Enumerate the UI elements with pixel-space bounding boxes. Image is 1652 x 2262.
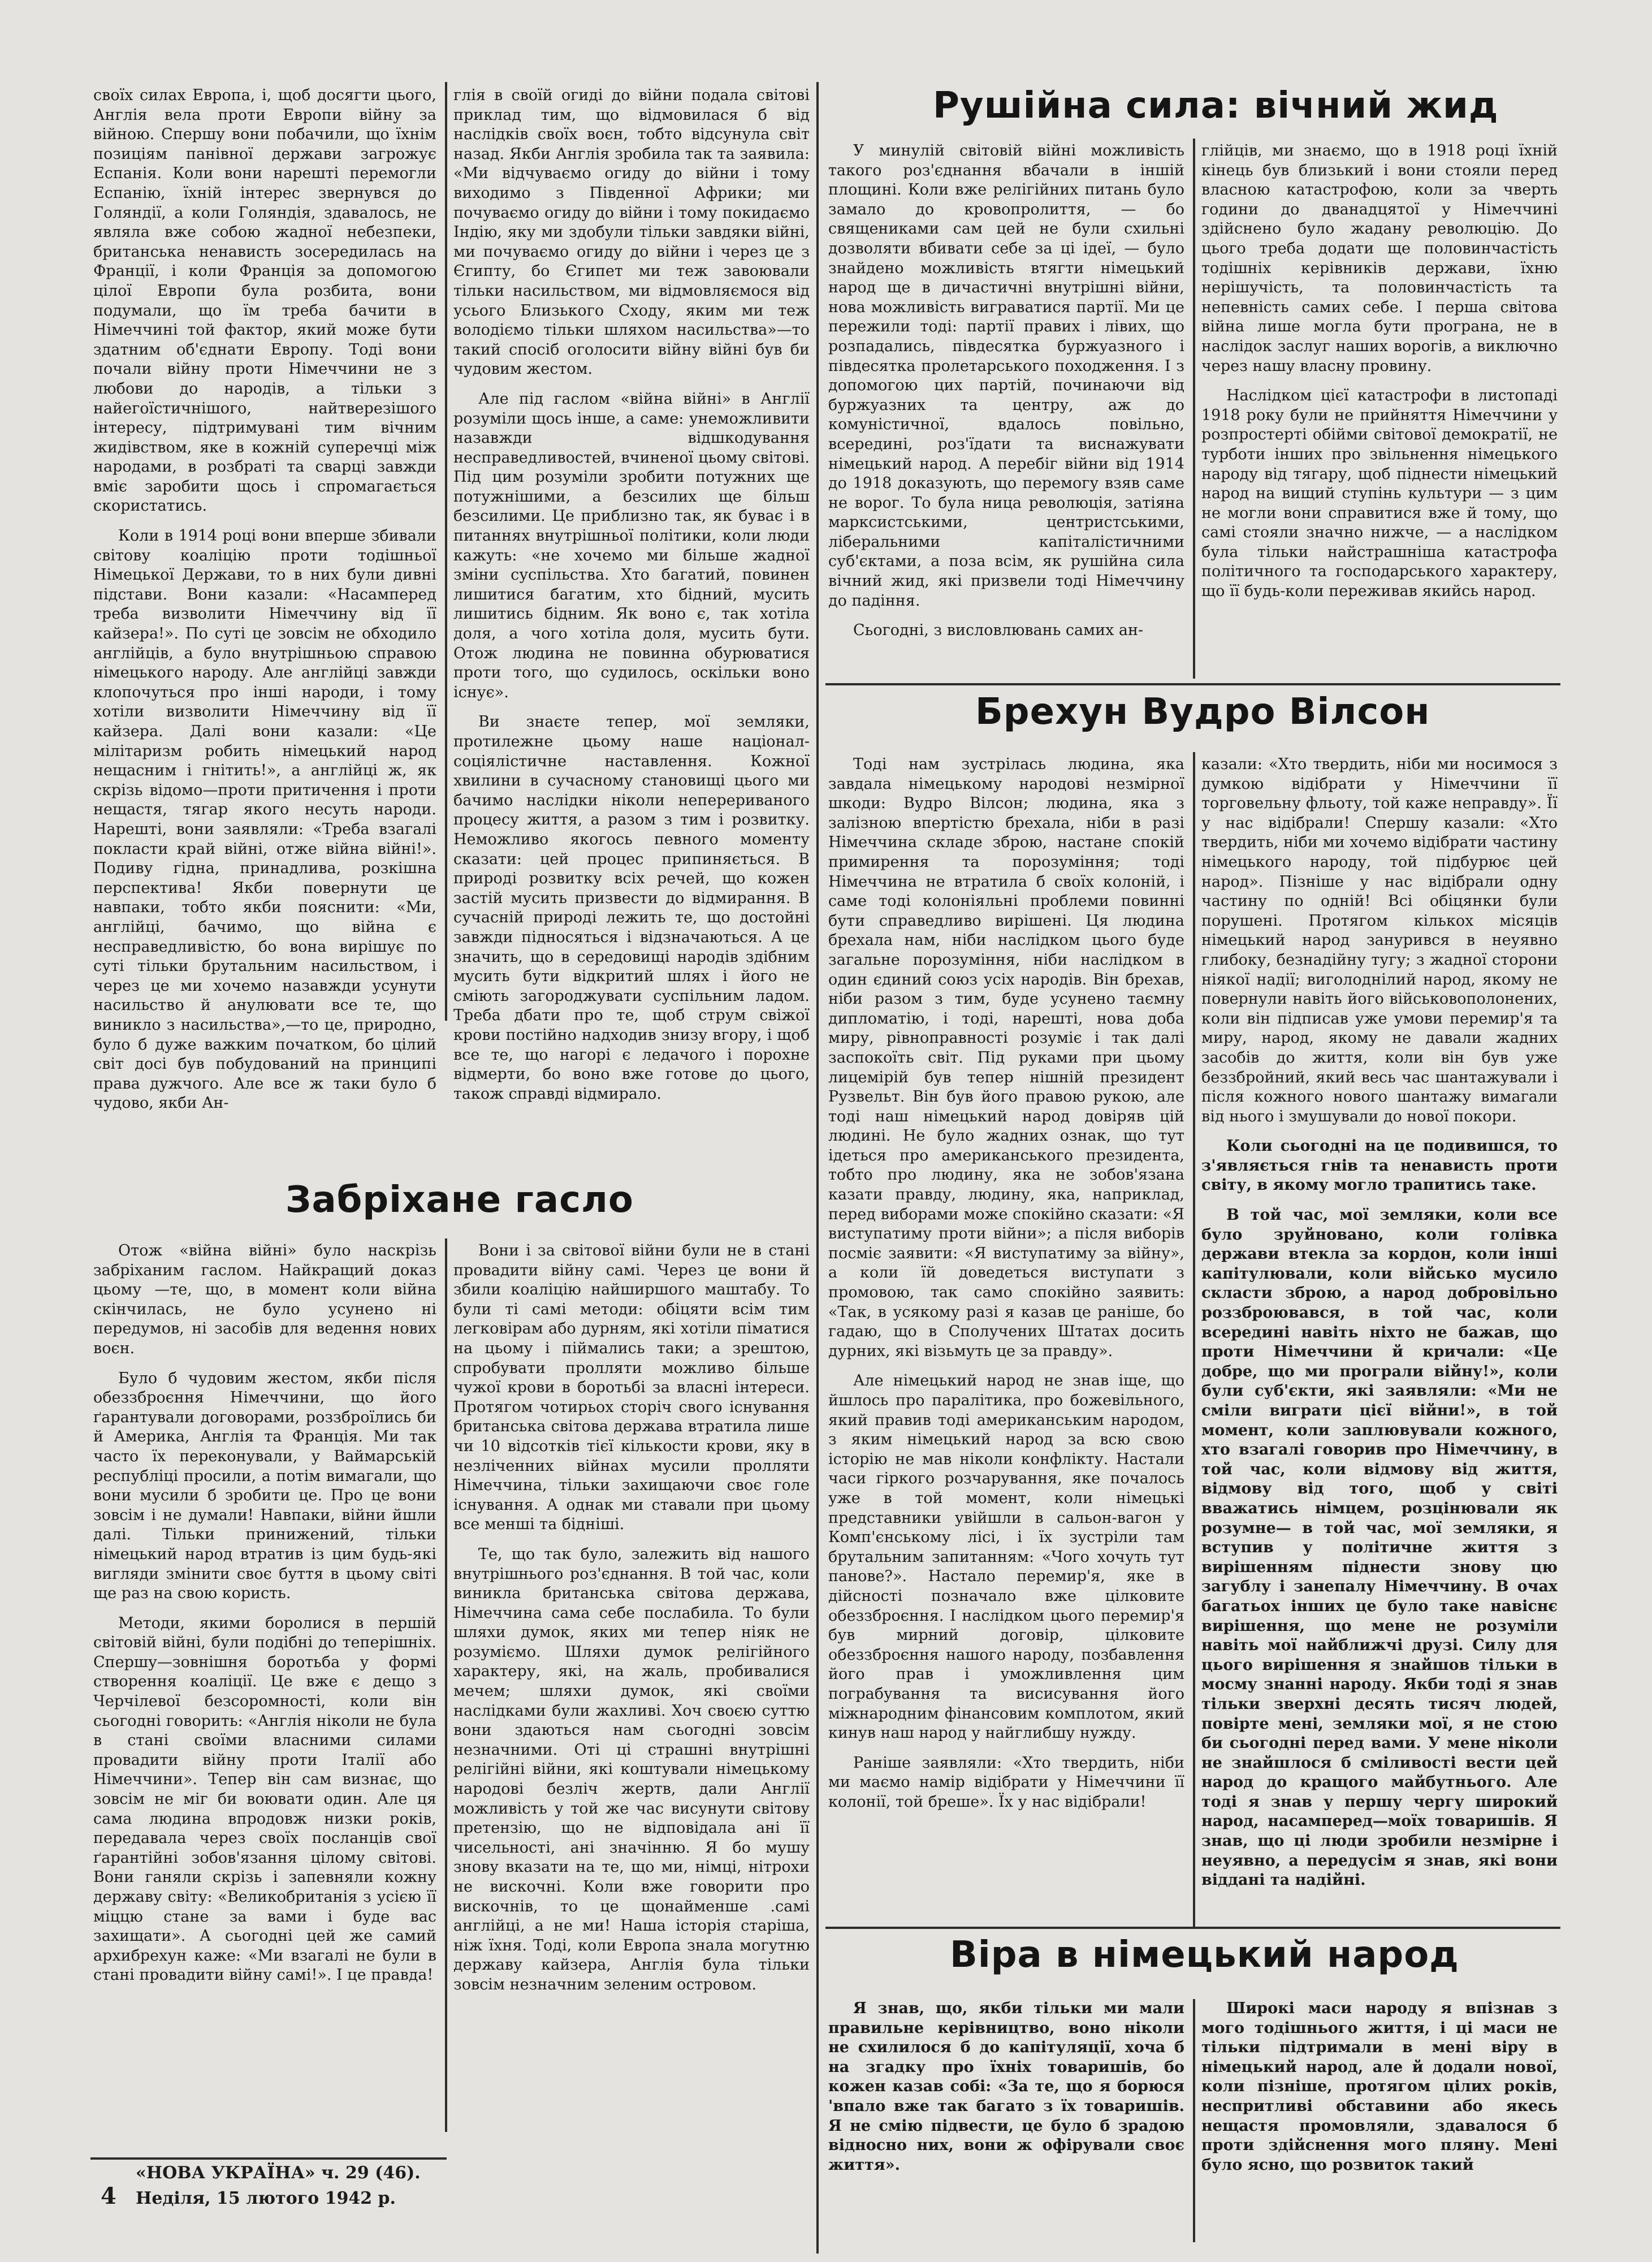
headline-brekhun-vudro-vilson: Брехун Вудро Вілсон: [975, 691, 1430, 733]
article-paragraph: Коли сьогодні на це подивишся, то з'являється гнів та ненависть проти світу, в якому могло трапитись таке.: [1201, 1137, 1558, 1194]
page-number: 4: [101, 2183, 116, 2209]
headline-zabrikhane-gaslo: Забріхане гасло: [286, 1179, 634, 1221]
article-paragraph: Ви знаєте тепер, мої земляки, протилежне цьому наше націонал-соціялістичне наставлення. Кожної хвилини в сучасному становищі цього ми бачимо наслідки ніколи неперериваного процесу життя, а разом з тим і розвитку. Неможливо якогось певного моменту сказати: цей процес припиняється. В природі розвитку всіх речей, що кожен застій мусить призвести до відмирання. В сучасній природі лежить те, що достойні завжди підносяться і відзначаються. А це значить, що в середовищі народів здібним мусить бути відкритий шлях і його не сміють загороджувати суспільним ладом. Треба дбати про те, щоб струм свіжої крови постійно надходив знизу вгору, і щоб все те, що нагорі є ледачого і порохне відмерти, бо воно вже готове до цього, також справді відмирало.: [453, 713, 810, 1103]
section-divider-vertical: [816, 82, 819, 2254]
vira-column-2: [1201, 1999, 1558, 2254]
article-paragraph: Отож «війна війні» було наскрізь забріханим гаслом. Найкращий доказ цьому —те, що, в момент коли війна скінчилась, не було усунено ні передумов, ні засобів для ведення нових воєн.: [93, 1242, 436, 1357]
article-paragraph: Методи, якими боролися в першій світовій війні, були подібні до теперішніх. Спершу—зовнішня боротьба у формі створення коаліції. Це вже є дещо з Черчілевої безсоромності, коли він сьогодні говорить: «Англія ніколи не була в стані своїми власними силами провадити війну проти Італії або Німеччини». Тепер він сам визнає, що зовсім не міг би воювати один. Але ця сама людина впродовж низки років, передавала через своїх посланців свої ґарантійні зобов'язання цілому світові. Вони ганяли скрізь і запевняли кожну державу світу: «Великобританія з усією її міццю стане за вами і буде вас захищати». А сьогодні цей же самий архибрехун каже: «Ми взагалі не були в стані провадити війну самі!». І це правда!: [93, 1614, 436, 1984]
article-paragraph: Раніше заявляли: «Хто твердить, ніби ми маємо намір відібрати у Німеччини її колонії, той бреше». Їх у нас відібрали!: [828, 1754, 1184, 1811]
section-divider: [825, 683, 1560, 685]
article-paragraph: Коли в 1914 році вони вперше збивали світову коаліцію проти тодішньої Німецької Держави, то в них були дивні підстави. Вони казали: «Насамперед треба визволити Німеччину від її кайзера!». По суті це зовсім не обходило англійців, а було внутрішньою справою німецького народу. Але англійці завжди клопочуться про інші народи, і тому хотіли визволити Німеччину від її кайзера. Далі вони казали: «Це мілітаризм робить німецький народ нещасним і гнітить!», а англійці ж, як скрізь відомо—проти притичення і проти нещастя, тягар якого несуть народи. Нарешті, вони заявляли: «Треба взагалі покласти край війні, отже війна війні!». Подиву гідна, принадлива, розкішна перспектива! Якби повернути це навпаки, тобто якби пояснити: «Ми, англійці, бачимо, що війна є несправедливістю, бо вона вирішує по суті тільки брутальним насильством, і через це ми хочемо назавжди усунути насильство й анулювати все те, що виникло з насильства»,—то це, природно, було б дуже важким початком, бо цілий світ досі був побудований на принципі права дужчого. Але все ж таки було б чудово, якби Ан-: [93, 527, 436, 1112]
article-paragraph: Вони і за світової війни були не в стані провадити війну самі. Через це вони й збили коаліцію найширшого маштабу. То були ті самі методи: обіцяти всім тим легковірам або дурням, які хотіли піматися на цьому і піймались таки; а зрештою, спробувати пролляти можливо більше чужої крови в боротьбі за власні інтереси. Протягом чотирьох сторіч свого існування британська світова держава втратила лише чи 10 відсотків тієї кількости крови, яку в незліченних війнах мусили пролляти Німеччина, тільки захищаючи своє голе існування. А однак ми ставали при цьому все менші та бідніші.: [453, 1242, 810, 1534]
zabrikhane-column-2: [453, 1241, 810, 2231]
vilson-column-1: [828, 755, 1184, 1951]
column-rule: [445, 1238, 447, 2132]
rushiyna-column-1: [828, 141, 1184, 684]
headline-rushiyna-syla: Рушійна сила: вічний жид: [933, 85, 1499, 127]
article-paragraph: Але німецький народ не знав іще, що йшлось про паралітика, про божевільного, який правив тоді американським народом, з яким німецький народ за всю свою історію не мав ніколи конфлікту. Настали часи гіркого розчарування, яке почалось уже в той момент, коли німецькі представники увійшли в сальон-вагон у Комп'єнському лісі, і їх зустріли там брутальним запитанням: «Чого хочуть тут панове?». Настало перемир'я, яке в дійсності позначало вже цілковите обеззброєння. І наслідком цього перемир'я був мирний договір, цілковите обеззброєння нашого народу, позбавлення його прав і уможливлення цим пограбування та висисування його міжнародним фінансовим комплотом, який кинув наш народ у найглибшу нужду.: [828, 1372, 1184, 1742]
article-paragraph: Було б чудовим жестом, якби після обеззброєння Німеччини, що його ґарантували договорами, роззброїлись би й Америка, Англія та Франція. Ми так часто їх переконували, у Ваймарській республіці просили, а потім вимагали, що вони мусили б зробити це. Про це вони зовсім і не думали! Навпаки, війни йшли далі. Тільки принижений, тільки німецький народ втратив із цим будь-які вигляди змінити своє буття в цьому світі ще раз на свою користь.: [93, 1369, 436, 1603]
article-paragraph: У минулій світовій війні можливість такого роз'єднання вбачали в іншій площині. Коли вже релігійних питань було замало до кровопролиття, — бо священиками сам цей не були схильні дозволяти вбивати себе за ці ідеї, — було знайдено можливість втягти німецький народ ще в дичастичні внутрішні війни, нова можливість виграватися партії. Ми це пережили тоді: партії правих і лівих, що розпадались, півдесятка буржуазного і півдесятка пролетарського походження. І з допомогою цих партій, починаючи від буржуазних та центру, аж до комуністичної, вдалось повільно, всередині, роз'їдати та виснажувати німецький народ. А перебіг війни від 1914 до 1918 доказують, що перемогу взяв саме не ворог. То була ница революція, затіяна марксистськими, центристськими, ліберальними капіталістичними суб'єктами, а поза всім, як рушійна сила вічний жид, які призвели тоді Німеччину до падіння.: [828, 142, 1184, 610]
article-paragraph: Сьогодні, з висловлювань самих ан-: [853, 621, 1144, 640]
article-paragraph: глійців, ми знаємо, що в 1918 році їхній кінець був близький і вони стояли перед власною катастрофою, коли за чверть години до дванадцятої у Німеччині здійснено було жадану революцію. До цього треба додати ще половинчастість тодішніх керівників держави, їхню нерішучість, та половинчастість та непевність самих себе. І перша світова війна лише могла бути програна, не в наслідок заслуг наших ворогів, а виключно через нашу власну провину.: [1201, 142, 1558, 375]
article-paragraph: Наслідком цієї катастрофи в листопаді 1918 року були не прийняття Німеччини у розпростерті обійми світової демократії, не турботи інших про звільнення німецького народу від тягару, щоб піднести німецький народ на вищий ступінь культури — з цим не могли вони справитися вже й тому, що самі стояли значно нижче, — а наслідком була тільки найстрашніша катастрофа політичного та господарського характеру, що її будь-коли переживав якийсь народ.: [1201, 387, 1558, 601]
issue-date: Неділя, 15 лютого 1942 р.: [136, 2188, 396, 2208]
rushiyna-column-2: [1201, 141, 1558, 684]
zabrikhane-column-1: [93, 1241, 436, 2140]
section-divider: [825, 1927, 1560, 1929]
headline-vira-v-nimetskyi-narod: Віра в німецький народ: [950, 1934, 1459, 1976]
article-paragraph: Широкі маси народу я впізнав з мого тодішнього життя, і ці маси не тільки підтримали в мені віру в німецький народ, але й додали нової, коли пізніше, протягом цілих років, неспритливі обставини або якесь нещастя промовляли, здавалося б проти здійснення мого пляну. Мені було ясно, що розвиток такий: [1201, 2000, 1558, 2174]
article-paragraph: Але під гаслом «війна війні» в Англії розуміли щось інше, а саме: унеможливити назавжди відшкодування несправедливостей, вчиненої цьому світові. Під цим розуміли зробити потужних ще потужнішими, а безсилих ще більш безсилими. Це приблизно так, як буває і в питаннях внутрішньої політики, коли люди кажуть: «не хочемо ми більше жадної зміни суспільства. Хто багатий, повинен лишитися багатим, хто бідний, мусить лишитись бідним. Як воно є, так хотіла доля, а чого хотіла доля, мусить бути. Отож людина не повинна обурюватися проти того, що судилось, оскільки воно існує».: [453, 390, 810, 701]
column-rule: [445, 82, 447, 1021]
intro-column-2: [453, 86, 810, 1138]
article-paragraph: своїх силах Европа, і, щоб досягти цього, Англія вела проти Европи війну за війною. Спершу вони побачили, що їхнім позиціям панівної держави загрожує Еспанія. Коли вони нарешті перемогли Еспанію, їхній інтерес звернувся до Голяндії, а коли Голяндія, здавалось, не являла вже собою жадної небезпеки, британська ненависть зосередилась на Франції, і коли Франція за допомогою цілої Европи була розбита, вони подумали, що їм треба бачити в Німеччині той фактор, який може бути здатним об'єднати Европу. Тоді вони почали війну проти Німеччини не з любови до народів, а тільки з найегоїстичнішого, найтверезішого інтересу, підтримувані тим вічним жидівством, яке в кожній суперечці між народами, в розбраті та сварці завжди вміє заробити щось і спромагається скористатись.: [93, 87, 436, 515]
column-rule: [1193, 139, 1195, 679]
vilson-column-2: [1201, 755, 1558, 1914]
article-paragraph: Те, що так було, залежить від нашого внутрішнього роз'єднання. В той час, коли виникла британська світова держава, Німеччина сама себе послабила. То були шляхи думок, яких ми тепер ніяк не розуміємо. Шляхи думок релігійного характеру, які, на жаль, пробивалися мечем; шляхи думок, які своїми наслідками були жахливі. Хоч своєю суттю вони здаються нам сьогодні зовсім незначними. Оті ці страшні внутрішні релігійні війни, які коштували німецькому народові безліч жертв, дали Англії можливість у той же час висунути світову претензію, що не відповідала ані її чисельності, ані значінню. Я бо мушу знову вказати на те, що ми, німці, нітрохи не вискочні. Коли вже говорити про вискочнів, то це щонайменше .самі англійці, а не ми! Наша історія старіша, ніж їхня. Тоді, коли Европа знала могутню державу кайзера, Англія була тільки зовсім незначним зеленим островом.: [453, 1545, 810, 1993]
column-rule: [1193, 752, 1195, 1928]
article-paragraph: казали: «Хто твердить, ніби ми носимося з думкою відібрати у Німеччини її торговельну фльоту, той каже неправду». Її у нас відібрали! Спершу казали: «Хто твердить, ніби ми хочемо відібрати частину німецького народу, той підбурює цей народ». Пізніше у нас відібрали одну частину по одній! Всі обіцянки були порушені. Протягом кількох місяців німецький народ занурився в неуявно глибоку, безнадійну тугу; з жадної сторони ніякої надії; виголоднілий народ, якому не повернули навіть його військовополонених, коли він підписав уже умови перемир'я та миру, народ, якому не давали жадних засобів до життя, коли він був уже беззбройний, який весь час шантажували і після кожного нового шантажу вимагали від нього і змушували до нової покори.: [1201, 756, 1558, 1125]
newspaper-issue-line: «НОВА УКРАЇНА» ч. 29 (46).: [136, 2163, 421, 2183]
vira-column-1: [828, 1999, 1184, 2254]
column-rule: [1193, 1999, 1195, 2242]
article-paragraph: В той час, мої земляки, коли все було зруйновано, коли голівка держави втекла за кордон, коли інші капітулювали, коли військо мусило скласти зброю, а народ добровільно роззброювався, в той час, коли всередині навіть ніхто не бажав, що проти Німеччини й кричали: «Це добре, що ми програли війну!», коли були суб'єкти, які заявляли: «Ми не сміли виграти цієї війни!», в той момент, коли заплювували кожного, хто взагалі говорив про Німеччину, в той час, коли відмову від життя, відмову від того, щоб у світі вважатись німцем, розцінювали як розумне— в той час, мої земляки, я вступив у політичне життя з вирішенням піднести знову цю загублу і занепалу Німеччину. В очах багатьох інших це було таке навіснє вирішення, що мене не розуміли навіть мої найближчі друзі. Силу для цього вирішення я знайшов тільки в мосму знанні народу. Якби тоді я знав тільки зверхні десять тисяч людей, повірте мені, земляки мої, я не стою би сьогодні перед вами. У мене ніколи не знайшлося б сміливості вести цей народ до кращого майбутнього. Але тоді я знав у першу чергу широкий народ, насамперед—моїх товаришів. Я знав, що ці люди зробили незмірне і неуявно, а передусім я знав, які вони віддані та надійні.: [1201, 1206, 1558, 1889]
footer-rule: [90, 2157, 447, 2160]
article-paragraph: Я знав, що, якби тільки ми мали правильне керівництво, воно ніколи не схилилося б до капітуляції, хоча б на згадку про їхніх товаришів, бо кожен казав собі: «За те, що я борюся 'впало вже так багато з їх товаришів. Я не смію підвести, це було б зрадою відносно них, вони ж офірували своє життя».: [828, 2000, 1184, 2174]
intro-column-1: [93, 86, 436, 1223]
article-paragraph: глія в своїй огиді до війни подала світові приклад тим, що відмовилася б від наслідків своїх воєн, тобто відсунула світ назад. Якби Англія зробила так та заявила: «Ми відчуваємо огиду до війни і тому виходимо з Південної Африки; ми почуваємо огиду до війни і тому покидаємо Індію, яку ми здобули тільки завдяки війні, ми почуваємо огиду до війни і через це з Єгипту, бо Єгипет ми теж завоювали тільки насильством, ми відмовляємося від усього Близького Сходу, яким ми теж володіємо тільки шляхом насильства»—то такий спосіб оголосити війну війні був би чудовим жестом.: [453, 87, 810, 378]
article-paragraph: Тоді нам зустрілась людина, яка завдала німецькому народові незмірної шкоди: Вудро Вілсон; людина, яка з залізною впертістю брехала, ніби в разі Німеччина складе зброю, настане спокій примирення та порозуміння; тоді Німеччина не втратила б своїх колоній, і саме тоді колоніяльні проблеми повинні бути справедливо вирішені. Ця людина брехала нам, ніби наслідком цього буде загальне порозуміння, ніби наслідком в один єдиний союз усіх народів. Він брехав, ніби разом з тим, буде усунено таємну дипломатію, і тоді, нарешті, нова доба миру, рівноправності розуміє і так далі заспокоїть світ. Під руками при цьому лицемірій був тепер нішній президент Рузвельт. Він був його правою рукою, але тоді наш німецький народ довіряв цій людині. Не було жадних ознак, що тут ідеться про американського президента, тобто про людину, яка не зобов'язана казати правду, людину, яка, наприклад, перед виборами може спокійно сказати: «Я виступатиму проти війни»; а після виборів посміє заявити: «Я виступатиму за війну», а коли їй доведеться виступати з промовою, так само спокійно заявить: «Так, в усякому разі я казав це раніше, бо гадаю, що в Сполучених Штатах досить дурних, які візьмуть це за правду».: [828, 756, 1184, 1360]
